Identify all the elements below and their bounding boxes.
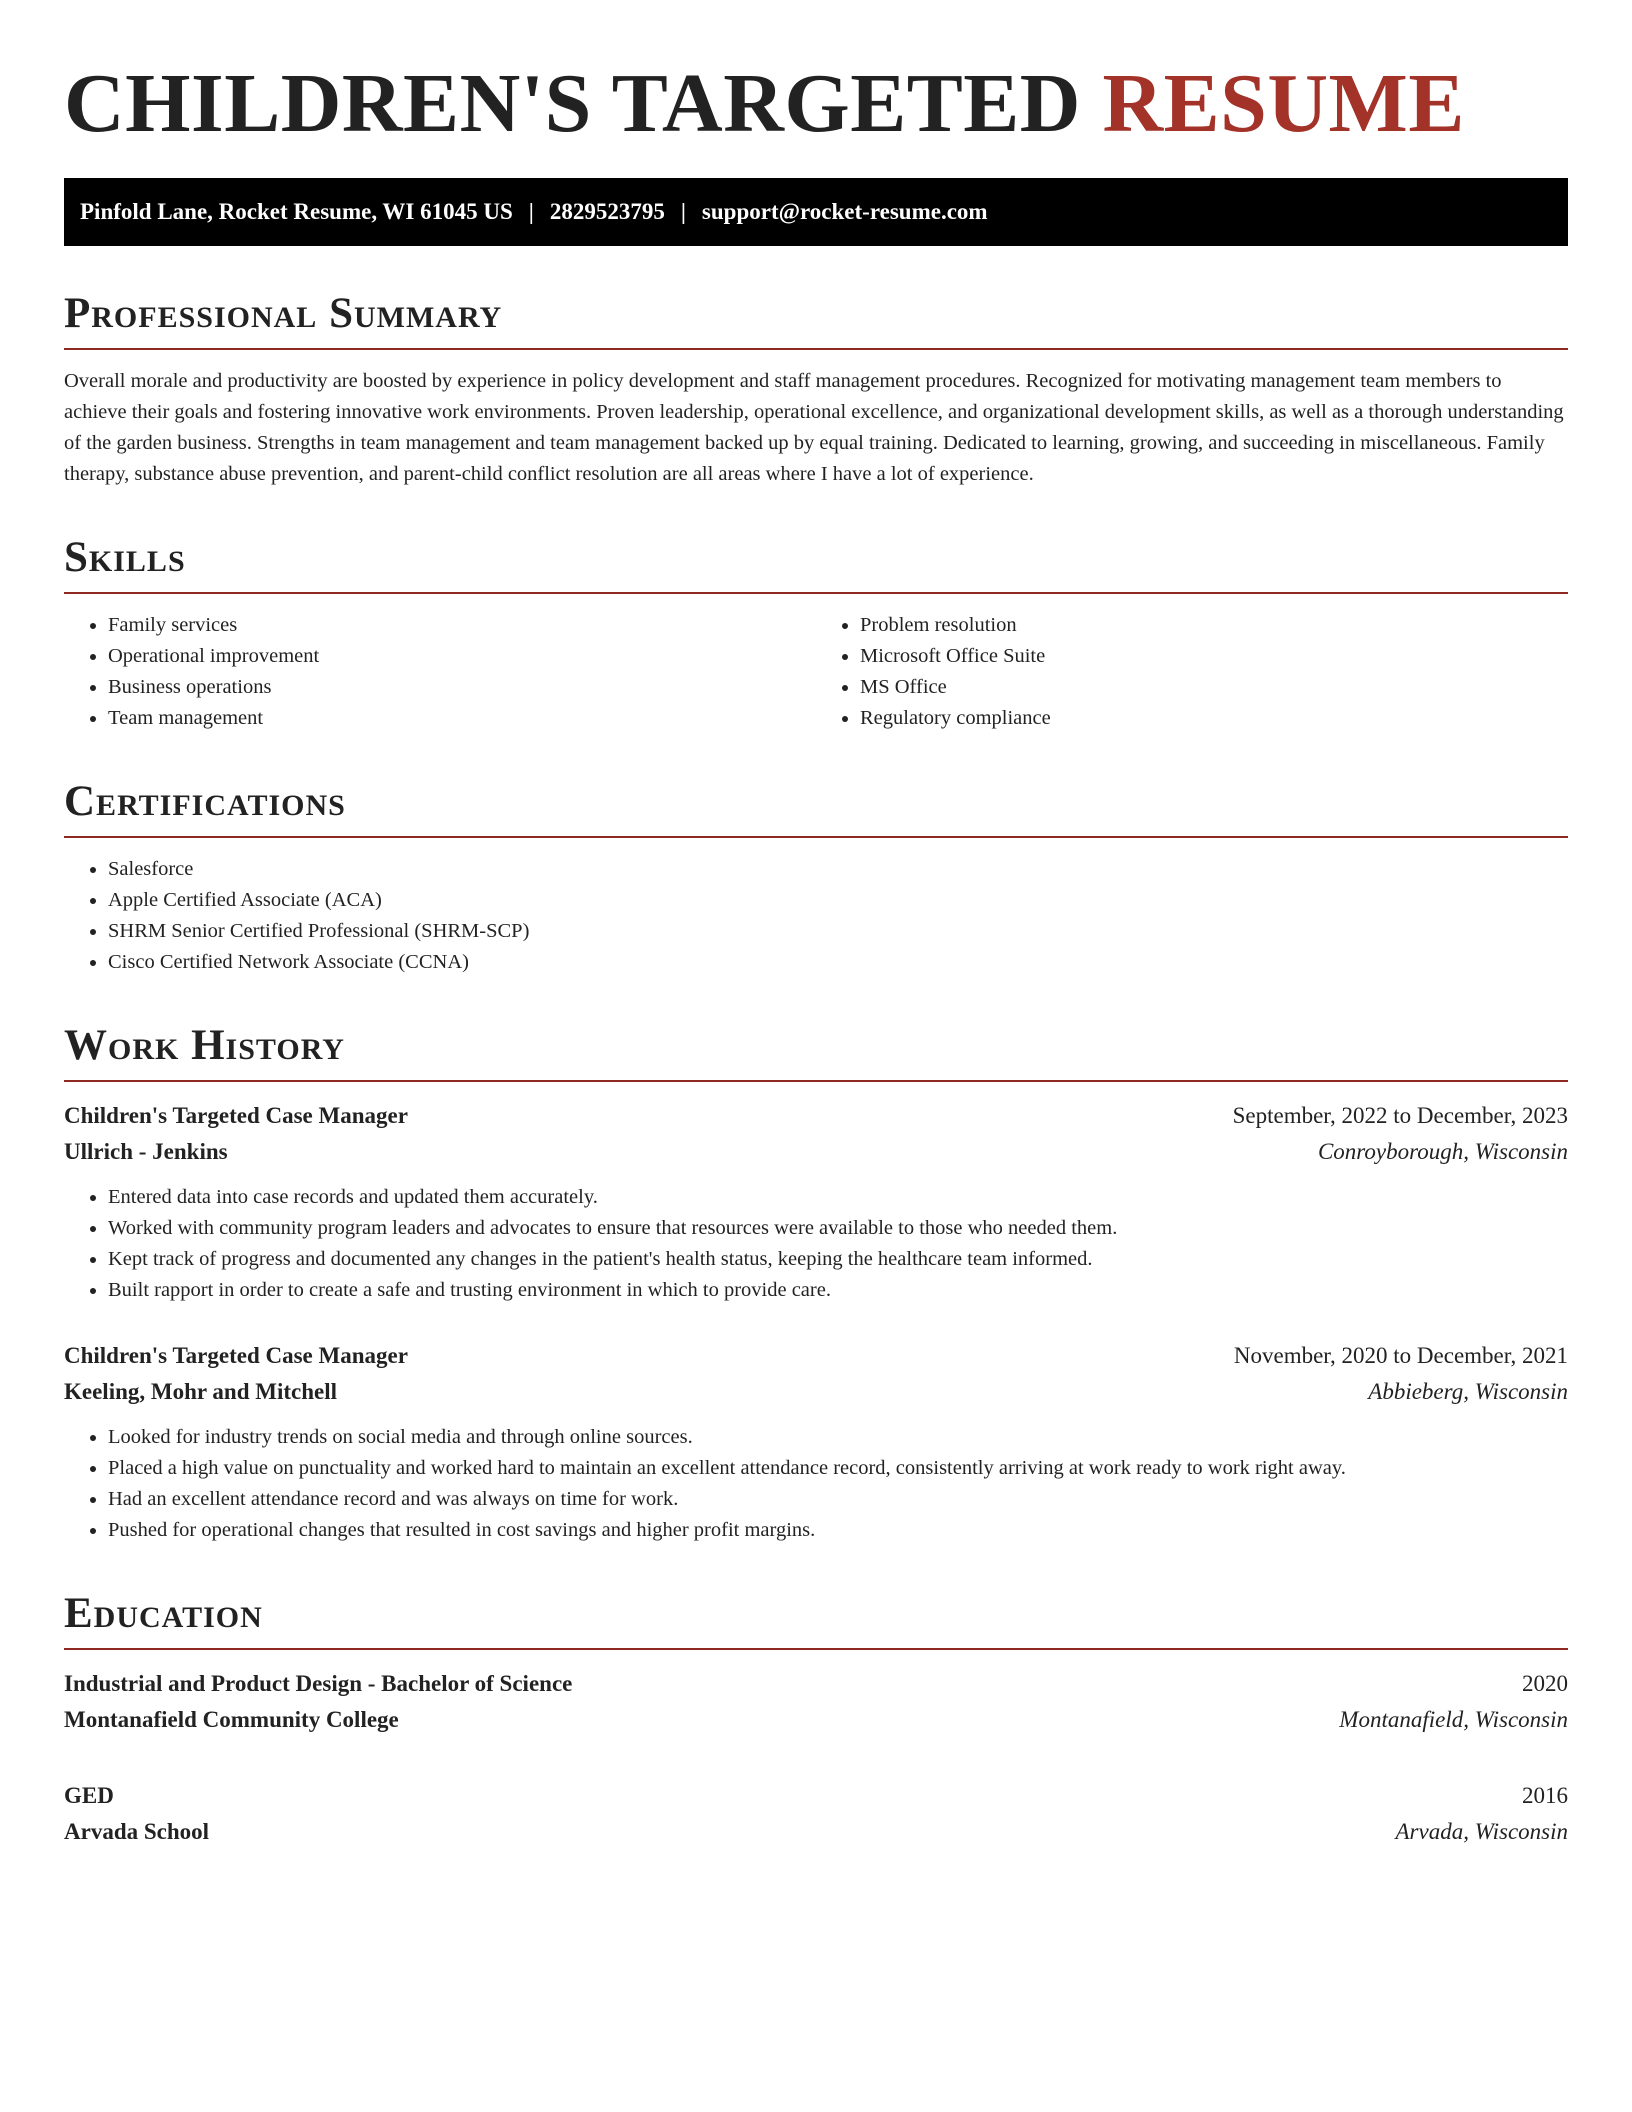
resume-title <box>64 56 1568 152</box>
skill-item: • Family services <box>108 610 816 641</box>
job-bullet: • Pushed for operational changes that resulted in cost savings and higher profit margins. <box>108 1515 1568 1546</box>
skills-columns <box>64 610 1568 734</box>
job-company: Keeling, Mohr and Mitchell <box>64 1379 338 1404</box>
education-entry <box>64 1778 1568 1850</box>
skill-item: • Operational improvement <box>108 641 816 672</box>
certifications-section <box>64 778 1568 978</box>
job-header-row <box>64 1338 1568 1374</box>
job-location: Abbieberg, Wisconsin <box>1368 1379 1568 1404</box>
education-entry <box>64 1666 1568 1738</box>
summary-text: Overall morale and productivity are boosted by experience in policy development and staff management procedures. Recognized for motivating management team members to achieve their goals and fostering innovative work environments. Proven leadership, operational excellence, and organizational development skills, as well as a thorough understanding of the garden business. Strengths in team management and team management backed up by equal training. Dedicated to learning, growing, and succeeding in miscellaneous. Family therapy, substance abuse prevention, and parent-child conflict resolution are all areas where I have a lot of experience. <box>64 370 1564 485</box>
skill-item: • MS Office <box>860 672 1568 703</box>
contact-phone: 2829523795 <box>549 199 665 224</box>
education-year: 2020 <box>1522 1671 1568 1696</box>
summary-heading: Professional Summary <box>64 290 1568 350</box>
certification-item: • Salesforce <box>108 854 1568 885</box>
certification-item: • SHRM Senior Certified Professional (SHRM-SCP) <box>108 916 1568 947</box>
skill-item: • Problem resolution <box>860 610 1568 641</box>
contact-bar <box>64 178 1568 246</box>
summary-section <box>64 290 1568 490</box>
skill-item: • Business operations <box>108 672 816 703</box>
education-school: Arvada School <box>64 1819 210 1844</box>
job-company-row <box>64 1374 1568 1410</box>
skill-item: • Microsoft Office Suite <box>860 641 1568 672</box>
education-location: Montanafield, Wisconsin <box>1339 1707 1568 1732</box>
job-title: Children's Targeted Case Manager <box>64 1103 408 1128</box>
contact-address: Pinfold Lane, Rocket Resume, WI 61045 US <box>80 199 513 224</box>
skills-section <box>64 534 1568 734</box>
skills-heading: Skills <box>64 534 1568 594</box>
education-school-row <box>64 1814 1568 1850</box>
skill-item: • Team management <box>108 703 816 734</box>
job-bullets <box>64 1422 1568 1546</box>
education-header-row <box>64 1778 1568 1814</box>
title-main: CHILDREN'S TARGETED <box>64 57 1081 150</box>
education-heading: Education <box>64 1590 1568 1650</box>
job-bullet: • Had an excellent attendance record and was always on time for work. <box>108 1484 1568 1515</box>
job-bullet: • Built rapport in order to create a safe and trusting environment in which to provide care. <box>108 1275 1568 1306</box>
job-bullet: • Worked with community program leaders and advocates to ensure that resources were available to those who needed them. <box>108 1213 1568 1244</box>
education-degree: Industrial and Product Design - Bachelor of Science <box>64 1671 573 1696</box>
contact-separator: | <box>528 199 534 224</box>
education-school: Montanafield Community College <box>64 1707 399 1732</box>
job-bullets <box>64 1182 1568 1306</box>
job-bullet: • Placed a high value on punctuality and worked hard to maintain an excellent attendance record, consistently arriving at work ready to work right away. <box>108 1453 1568 1484</box>
job-dates: September, 2022 to December, 2023 <box>1232 1103 1568 1128</box>
job-title: Children's Targeted Case Manager <box>64 1343 408 1368</box>
skill-item: • Regulatory compliance <box>860 703 1568 734</box>
skills-list-left <box>64 610 816 734</box>
job-bullet: • Looked for industry trends on social media and through online sources. <box>108 1422 1568 1453</box>
education-school-row <box>64 1702 1568 1738</box>
certification-item: • Cisco Certified Network Associate (CCNA) <box>108 947 1568 978</box>
job-location: Conroyborough, Wisconsin <box>1317 1139 1568 1164</box>
contact-separator: | <box>680 199 686 224</box>
job-entry <box>64 1338 1568 1546</box>
education-degree: GED <box>64 1783 114 1808</box>
job-company: Ullrich - Jenkins <box>64 1139 228 1164</box>
education-header-row <box>64 1666 1568 1702</box>
job-bullet: • Entered data into case records and updated them accurately. <box>108 1182 1568 1213</box>
work-history-section <box>64 1022 1568 1546</box>
job-company-row <box>64 1134 1568 1170</box>
certification-item: • Apple Certified Associate (ACA) <box>108 885 1568 916</box>
job-header-row <box>64 1098 1568 1134</box>
certifications-heading: Certifications <box>64 778 1568 838</box>
education-section <box>64 1590 1568 1850</box>
skills-list-right <box>816 610 1568 734</box>
work-history-heading: Work History <box>64 1022 1568 1082</box>
certifications-list <box>64 854 1568 978</box>
title-accent: RESUME <box>1102 57 1465 150</box>
contact-email: support@rocket-resume.com <box>701 199 988 224</box>
job-dates: November, 2020 to December, 2021 <box>1233 1343 1568 1368</box>
education-year: 2016 <box>1522 1783 1568 1808</box>
education-location: Arvada, Wisconsin <box>1395 1819 1568 1844</box>
job-bullet: • Kept track of progress and documented any changes in the patient's health status, keeping the healthcare team informed. <box>108 1244 1568 1275</box>
job-entry <box>64 1098 1568 1306</box>
